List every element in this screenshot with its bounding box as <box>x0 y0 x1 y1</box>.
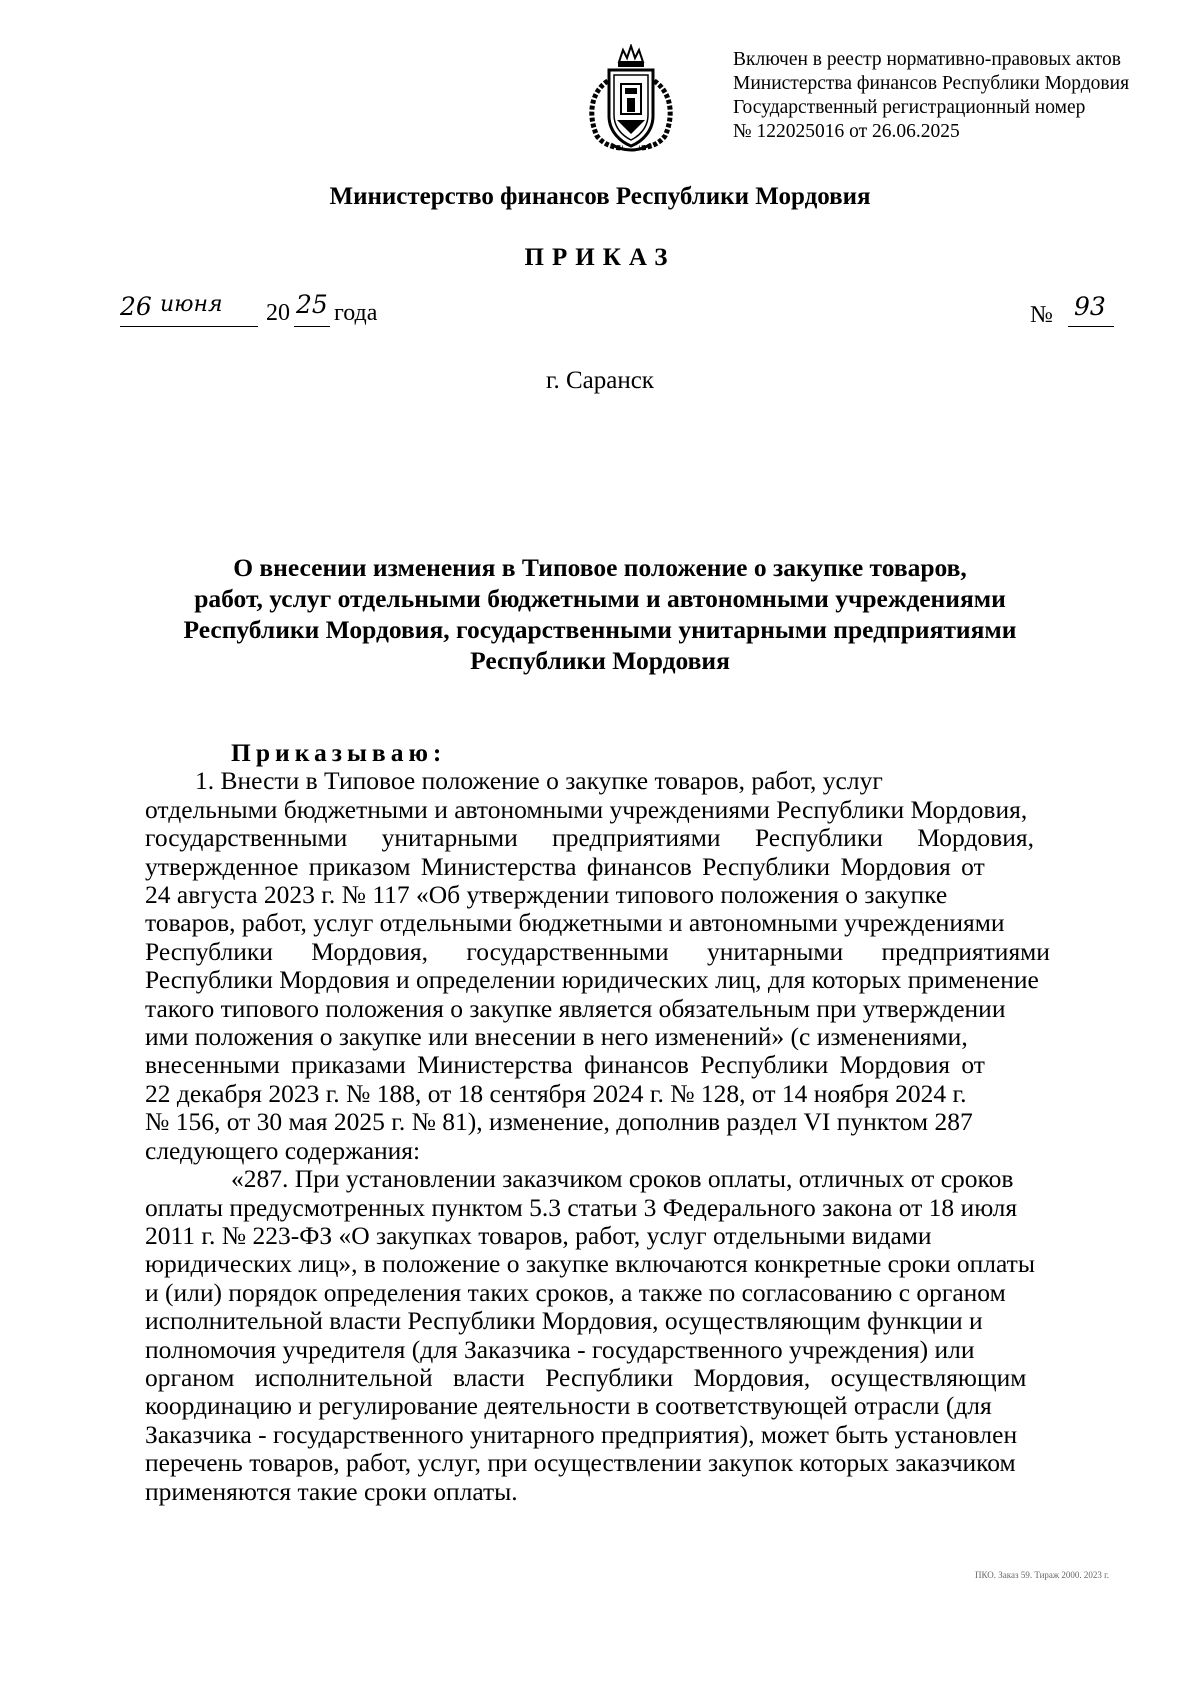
paragraph-line: отдельными бюджетными и автономными учреждениями Республики Мордовия, <box>145 794 1028 824</box>
paragraph-line: и (или) порядок определения таких сроков, а также по согласованию с органом <box>145 1277 1006 1307</box>
paragraph-line: 1. Внести в Типовое положение о закупке товаров, работ, услуг <box>195 766 883 796</box>
paragraph-line: товаров, работ, услуг отдельными бюджетными и автономными учреждениями <box>145 908 1005 938</box>
paragraph-line: № 156, от 30 мая 2025 г. № 81), изменение, дополнив раздел VI пунктом 287 <box>145 1107 973 1137</box>
paragraph-line: Заказчика - государственного унитарного предприятия), может быть установлен <box>145 1419 1018 1449</box>
paragraph-line: исполнительной власти Республики Мордовия, осуществляющим функции и <box>145 1306 983 1336</box>
number-label: № <box>1030 302 1053 328</box>
handwritten-year: 25 <box>296 290 328 319</box>
title-line: Республики Мордовия, государственными унитарными предприятиями <box>183 615 1017 644</box>
paragraph-line: перечень товаров, работ, услуг, при осуществлении закупок которых заказчиком <box>145 1448 1016 1478</box>
paragraph-line: «287. При установлении заказчиком сроков оплаты, отличных от сроков <box>231 1164 1014 1194</box>
handwritten-number: 93 <box>1074 292 1106 321</box>
paragraph-line: государственными унитарными предприятиями Республики Мордовия, <box>145 823 1034 853</box>
order-date <box>120 290 460 336</box>
document-type: ПРИКАЗ <box>524 244 676 271</box>
registry-line: Государственный регистрационный номер <box>733 97 1086 118</box>
paragraph-line: следующего содержания: <box>145 1135 421 1165</box>
ministry-name: Министерство финансов Республики Мордовия <box>329 183 871 210</box>
coat-of-arms-icon <box>583 44 679 156</box>
order-number <box>1030 292 1120 338</box>
registry-number: № 122025016 от 26.06.2025 <box>733 121 960 142</box>
document-body <box>145 739 1137 1506</box>
city: г. Саранск <box>546 367 654 394</box>
paragraph-line: Республики Мордовия и определении юридических лиц, для которых применение <box>145 965 1039 995</box>
paragraph-line: ими положения о закупке или внесении в него изменений» (с изменениями, <box>145 1022 968 1052</box>
paragraph-line: применяются такие сроки оплаты. <box>145 1476 518 1506</box>
paragraph-line: юридических лиц», в положение о закупке включаются конкретные сроки оплаты <box>145 1249 1035 1279</box>
paragraph-line: 22 декабря 2023 г. № 188, от 18 сентября 2024 г. № 128, от 14 ноября 2024 г. <box>145 1078 967 1108</box>
paragraph-line: Республики Мордовия, государственными унитарными предприятиями <box>145 936 1050 966</box>
paragraph-line: органом исполнительной власти Республики Мордовия, осуществляющим <box>145 1362 1027 1392</box>
title-line: О внесении изменения в Типовое положение о закупке товаров, <box>233 553 967 582</box>
paragraph-line: оплаты предусмотренных пунктом 5.3 статьи 3 Федерального закона от 18 июля <box>145 1192 1018 1222</box>
paragraph-line: утвержденное приказом Министерства финансов Республики Мордовия от <box>145 851 985 881</box>
registry-line: Министерства финансов Республики Мордовия <box>733 73 1130 94</box>
title-line: работ, услуг отдельными бюджетными и автономными учреждениями <box>194 584 1006 613</box>
paragraph-line: 24 августа 2023 г. № 117 «Об утверждении типового положения о закупке <box>145 880 948 910</box>
orders-word: Приказываю: <box>231 738 447 767</box>
registry-line: Включен в реестр нормативно-правовых актов <box>733 49 1122 70</box>
paragraph-line: такого типового положения о закупке является обязательным при утверждении <box>145 993 1006 1023</box>
registry-stamp <box>733 48 1183 144</box>
printer-note: ПКО. Заказ 59. Тираж 2000. 2023 г. <box>975 1570 1110 1580</box>
title-line: Республики Мордовия <box>470 646 730 675</box>
year-word: года <box>334 300 378 326</box>
paragraph-line: координацию и регулирование деятельности в соответствующей отрасли (для <box>145 1391 992 1421</box>
paragraph-line: внесенными приказами Министерства финансов Республики Мордовия от <box>145 1050 985 1080</box>
paragraph-line: 2011 г. № 223-ФЗ «О закупках товаров, работ, услуг отдельными видами <box>145 1220 932 1250</box>
document-title <box>120 552 1080 676</box>
paragraph-line: полномочия учредителя (для Заказчика - государственного учреждения) или <box>145 1334 975 1364</box>
year-prefix: 20 <box>266 300 290 326</box>
handwritten-month: июня <box>160 292 223 317</box>
handwritten-day: 26 <box>120 292 152 321</box>
